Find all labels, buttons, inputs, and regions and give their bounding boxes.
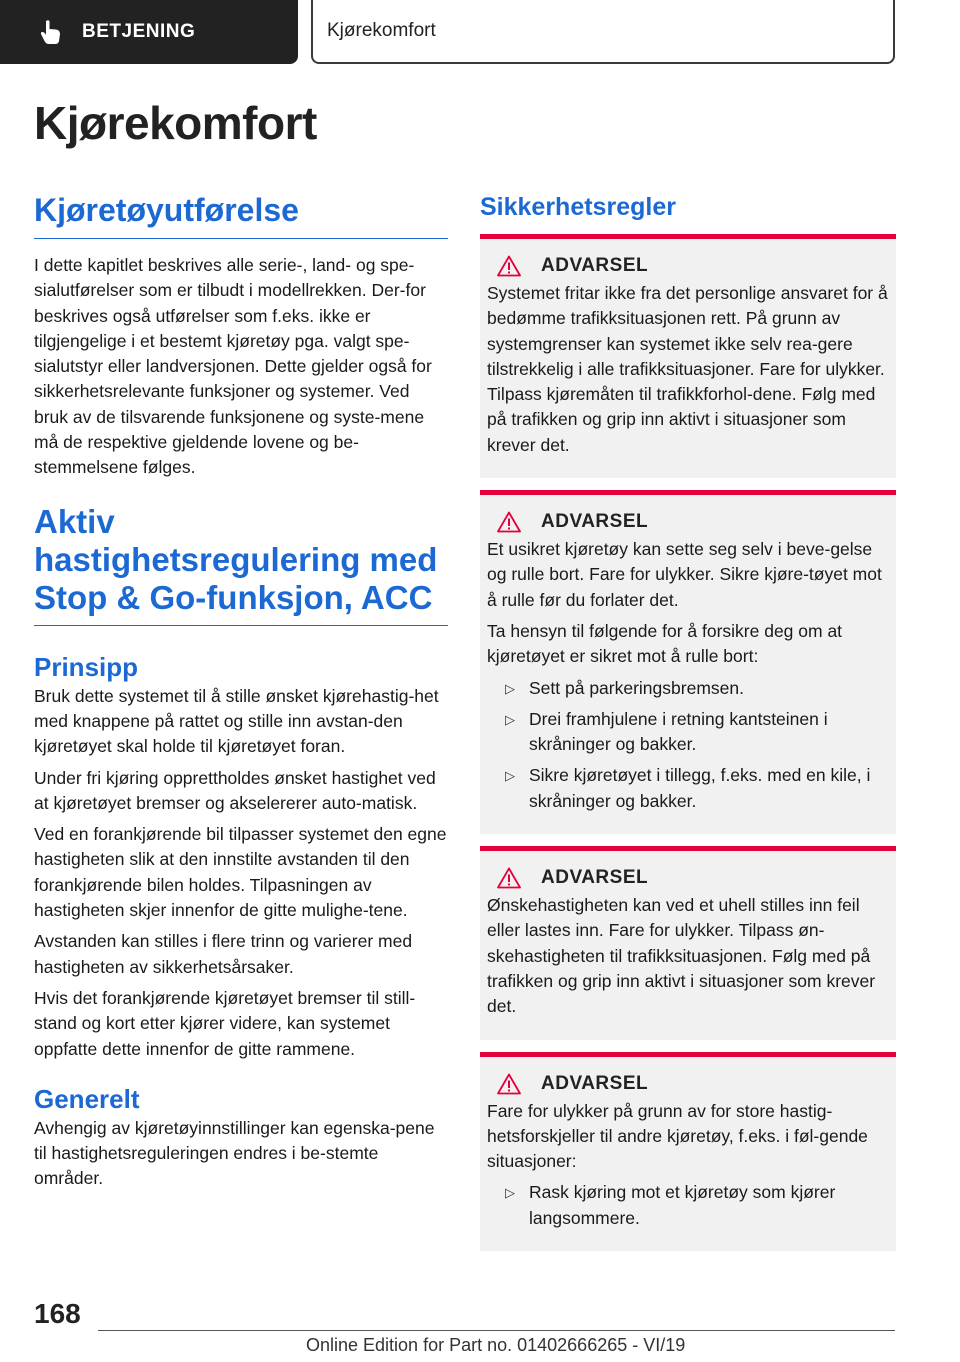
warning-triangle-icon xyxy=(497,511,521,533)
page-title: Kjørekomfort xyxy=(34,97,317,149)
warning-box-4 xyxy=(480,1052,896,1251)
warning-text: Systemet fritar ikke fra det personlige ansvaret for å bedømme trafikksituasjonen rett. På grunn av systemgrenser kan systemet ikke selv rea-gere tilstrekkelig i alle trafikksituasjoner. Fare for ulykker. Tilpass kjøremåten til trafikkforhol-dene. Følg med på trafikken og grip inn aktivt i situasjoner som krever det. xyxy=(487,283,888,455)
warning-label: ADVARSEL xyxy=(541,511,649,533)
triangle-bullet-icon: ▷ xyxy=(505,680,515,696)
warning-label: ADVARSEL xyxy=(541,1072,649,1094)
warning-triangle-icon xyxy=(497,867,521,889)
paragraph-general: Avhengig av kjøretøyinnstillinger kan egenska-pene til hastighetsreguleringen endres i be-stemte områder. xyxy=(34,1117,435,1189)
heading-general: Generelt xyxy=(34,1083,140,1114)
warning-triangle-icon xyxy=(497,1073,521,1095)
warning-label: ADVARSEL xyxy=(541,867,649,889)
hand-pointer-icon xyxy=(38,19,64,45)
heading-safety-rules: Sikkerhetsregler xyxy=(480,193,676,221)
triangle-bullet-icon: ▷ xyxy=(505,1185,515,1201)
breadcrumb xyxy=(311,0,895,64)
triangle-bullet-icon: ▷ xyxy=(505,711,515,727)
breadcrumb-label: Kjørekomfort xyxy=(327,20,436,41)
warning-text: Ta hensyn til følgende for å forsikre deg om at kjøretøyet er sikret mot å rulle bort: xyxy=(487,620,843,667)
warning-triangle-icon xyxy=(497,255,521,277)
section-label: BETJENING xyxy=(82,21,196,42)
paragraph-principle-2: Under fri kjøring opprettholdes ønsket hastighet ved at kjøretøyet bremser og akselererer auto-matisk. xyxy=(34,767,436,813)
list-item: ▷ Rask kjøring mot et kjøretøy som kjører langsommere. xyxy=(487,1180,888,1231)
warning-box-3 xyxy=(480,846,896,1039)
warning-box-1 xyxy=(480,234,896,478)
footer-divider xyxy=(98,1330,895,1331)
paragraph-principle-3: Ved en forankjørende bil tilpasser systemet den egne hastigheten slik at den innstilte avstanden til den forankjørende bilen holdes. Tilpasningen av hastigheten skjer innenfor de gitte mulighe-tene. xyxy=(34,824,447,921)
edition-text: Online Edition for Part no. 01402666265 - VI/19 xyxy=(306,1335,686,1355)
paragraph-vehicle-version: I dette kapitlet beskrives alle serie-, land- og spe-sialutførelser som er tilbudt i modellrekken. Der-for beskrives også utførelser som f.eks. ikke er tilgjengelige i et bestemt kjøretøy pga. valgt spe-sialutstyr eller landversjonen. Dette gjelder også for sikkerhetsrelevante funksjoner og systemer. Ved bruk av de tilsvarende funksjonene og syste-mene må de respektive gjeldende lovene og be-stemmelsene følges. xyxy=(34,255,432,478)
warning-text: Fare for ulykker på grunn av for store hastig-hetsforskjeller til andre kjøretøy, f.eks. i føl-gende situasjoner: xyxy=(487,1100,868,1172)
warning-text: Ønskehastigheten kan ved et uhell stilles inn feil eller lastes inn. Fare for ulykker. Tilpass øn-skehastigheten til trafikksituasjonen. Følg med på trafikken og grip inn aktivt i situasjoner som krever det. xyxy=(487,895,876,1017)
paragraph-principle-5: Hvis det forankjørende kjøretøyet bremser til still-stand og kort etter kjører videre, kan systemet oppfatte dette innenfor de gitte rammene. xyxy=(34,987,416,1059)
section-tab xyxy=(0,0,298,64)
bullet-list xyxy=(487,676,888,814)
paragraph-principle-4: Avstanden kan stilles i flere trinn og varierer med hastigheten av sikkerhetsårsaker. xyxy=(34,931,413,977)
heading-principle: Prinsipp xyxy=(34,651,139,682)
triangle-bullet-icon: ▷ xyxy=(505,768,515,784)
page-header xyxy=(0,0,960,66)
list-item: ▷ Sett på parkeringsbremsen. xyxy=(487,676,888,701)
heading-vehicle-version: Kjøretøyutførelse xyxy=(34,190,448,239)
list-item: ▷ Sikre kjøretøyet i tillegg, f.eks. med en kile, i skråninger og bakker. xyxy=(487,763,888,814)
page-number: 168 xyxy=(34,1298,81,1329)
heading-acc: Aktiv hastighetsregulering med Stop & Go-funksjon, ACC xyxy=(34,503,448,626)
list-item: ▷ Drei framhjulene i retning kantsteinen i skråninger og bakker. xyxy=(487,707,888,758)
paragraph-principle-1: Bruk dette systemet til å stille ønsket kjørehastig-het med knappene på rattet og stille inn avstan-den kjøretøyet skal holde til kjøretøyet foran. xyxy=(34,685,439,757)
warning-text: Et usikret kjøretøy kan sette seg selv i beve-gelse og rulle bort. Fare for ulykker. Sikre kjøre-tøyet mot å rulle før du forlater det. xyxy=(487,539,882,610)
bullet-list xyxy=(487,1180,888,1231)
right-column xyxy=(480,190,896,1263)
left-column xyxy=(34,190,448,1198)
warning-box-2 xyxy=(480,490,896,834)
warning-label: ADVARSEL xyxy=(541,255,649,276)
